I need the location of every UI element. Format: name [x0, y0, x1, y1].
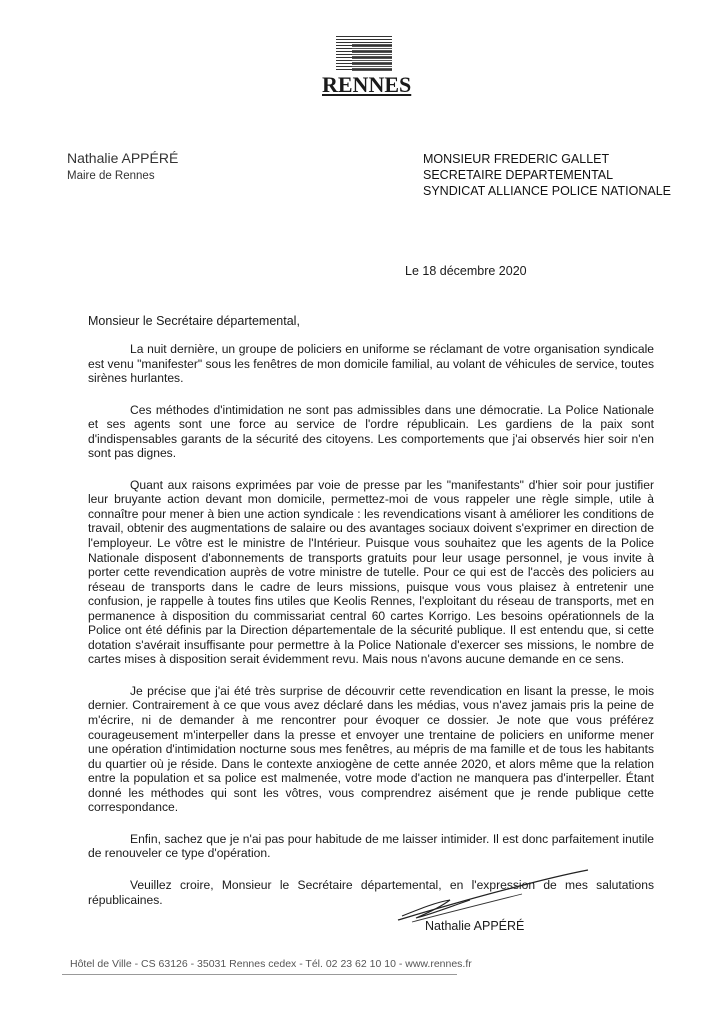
body-paragraph: Quant aux raisons exprimées par voie de presse par les "manifestants" d'hier soir pour justifier leur bruyante action devant mon domicile, permettez-moi de vous rappeler une règle simple, utile à connaître pour mener à bien une action syndicale : les revendications visant à améliorer les conditions de travail, obtenir des augmentations de salaire ou des avantages sociaux doivent s'exprimer en direction de l'employeur. Le vôtre est le ministre de l'Intérieur. Puisque vous souhaitez que les agents de la Police Nationale disposent d'abonnements de transports gratuits pour leur usage personnel, je vous invite à porter cette revendication auprès de votre ministre de tutelle. Pour ce qui est de l'accès des policiers au réseau de transports dans le cadre de leurs missions, puisque vous vous plaisez à entretenir une confusion, je rappelle à toutes fins utiles que Keolis Rennes, l'exploitant du réseau de transports, met en permanence à disposition du commissariat central 60 cartes Korrigo. Les besoins opérationnels de la Police ont été définis par la Direction départementale de la sécurité publique. Il est entendu que, si cette dotation s'avérait insuffisante pour permettre à la Police Nationale d'exercer ses missions, le nombre de cartes mises à disposition serait évidemment revu. Mais nous n'avons aucune demande en ce sens. [88, 477, 654, 667]
recipient-line: SECRETAIRE DEPARTEMENTAL [423, 168, 614, 182]
recipient-line: MONSIEUR FREDERIC GALLET [423, 152, 610, 166]
logo-emblem-shade [352, 44, 392, 72]
logo-wordmark: RENNES [322, 72, 412, 97]
sender-block [67, 150, 178, 182]
signature-name: Nathalie APPÉRÉ [425, 919, 525, 933]
body-paragraph: Ces méthodes d'intimidation ne sont pas admissibles dans une démocratie. La Police Nationale et ses agents sont une force au service de l'ordre républicain. Les gardiens de la paix sont d'indispensables garants de la sécurité des citoyens. Les comportements que j'ai observés hier soir n'en sont pas dignes. [88, 402, 654, 461]
body-paragraph: La nuit dernière, un groupe de policiers en uniforme se réclamant de votre organisation syndicale est venu "manifester" sous les fenêtres de mon domicile familial, au volant de véhicules de service, toutes sirènes hurlantes. [88, 342, 654, 386]
sender-name: Nathalie APPÉRÉ [67, 150, 179, 166]
recipient-line: SYNDICAT ALLIANCE POLICE NATIONALE [423, 184, 671, 198]
letter-date: Le 18 décembre 2020 [405, 264, 527, 278]
body-paragraph: Enfin, sachez que je n'ai pas pour habitude de me laisser intimider. Il est donc parfaitement inutile de renouveler ce type d'opération. [88, 831, 654, 861]
recipient-address [423, 151, 671, 199]
body-paragraph: Veuillez croire, Monsieur le Secrétaire départemental, en l'expression de mes salutations républicaines. [88, 877, 654, 907]
letter-body [88, 342, 654, 924]
footer-address: Hôtel de Ville - CS 63126 - 35031 Rennes cedex - Tél. 02 23 62 10 10 - www.rennes.fr [70, 958, 472, 970]
footer-divider [62, 974, 457, 975]
sender-role: Maire de Rennes [67, 170, 155, 182]
body-paragraph: Je précise que j'ai été très surprise de découvrir cette revendication en lisant la presse, le mois dernier. Contrairement à ce que vous avez déclaré dans les médias, vous n'avez jamais pris la peine de m'écrire, ni de demander à me rencontrer pour évoquer ce dossier. Je note que vous préférez courageusement m'interpeller dans la presse et envoyer une trentaine de policiers en uniforme mener une opération d'intimidation nocturne sous mes fenêtres, au mépris de ma famille et de tous les habitants du quartier où je réside. Dans le contexte anxiogène de cette année 2020, et alors même que la relation entre la population et sa police est malmenée, votre mode d'action ne manquera pas d'interpeller. Étant donné les méthodes qui sont les vôtres, vous comprendrez aisément que je rende publique cette correspondance. [88, 683, 654, 815]
salutation: Monsieur le Secrétaire départemental, [88, 314, 300, 328]
rennes-logo [322, 36, 412, 106]
